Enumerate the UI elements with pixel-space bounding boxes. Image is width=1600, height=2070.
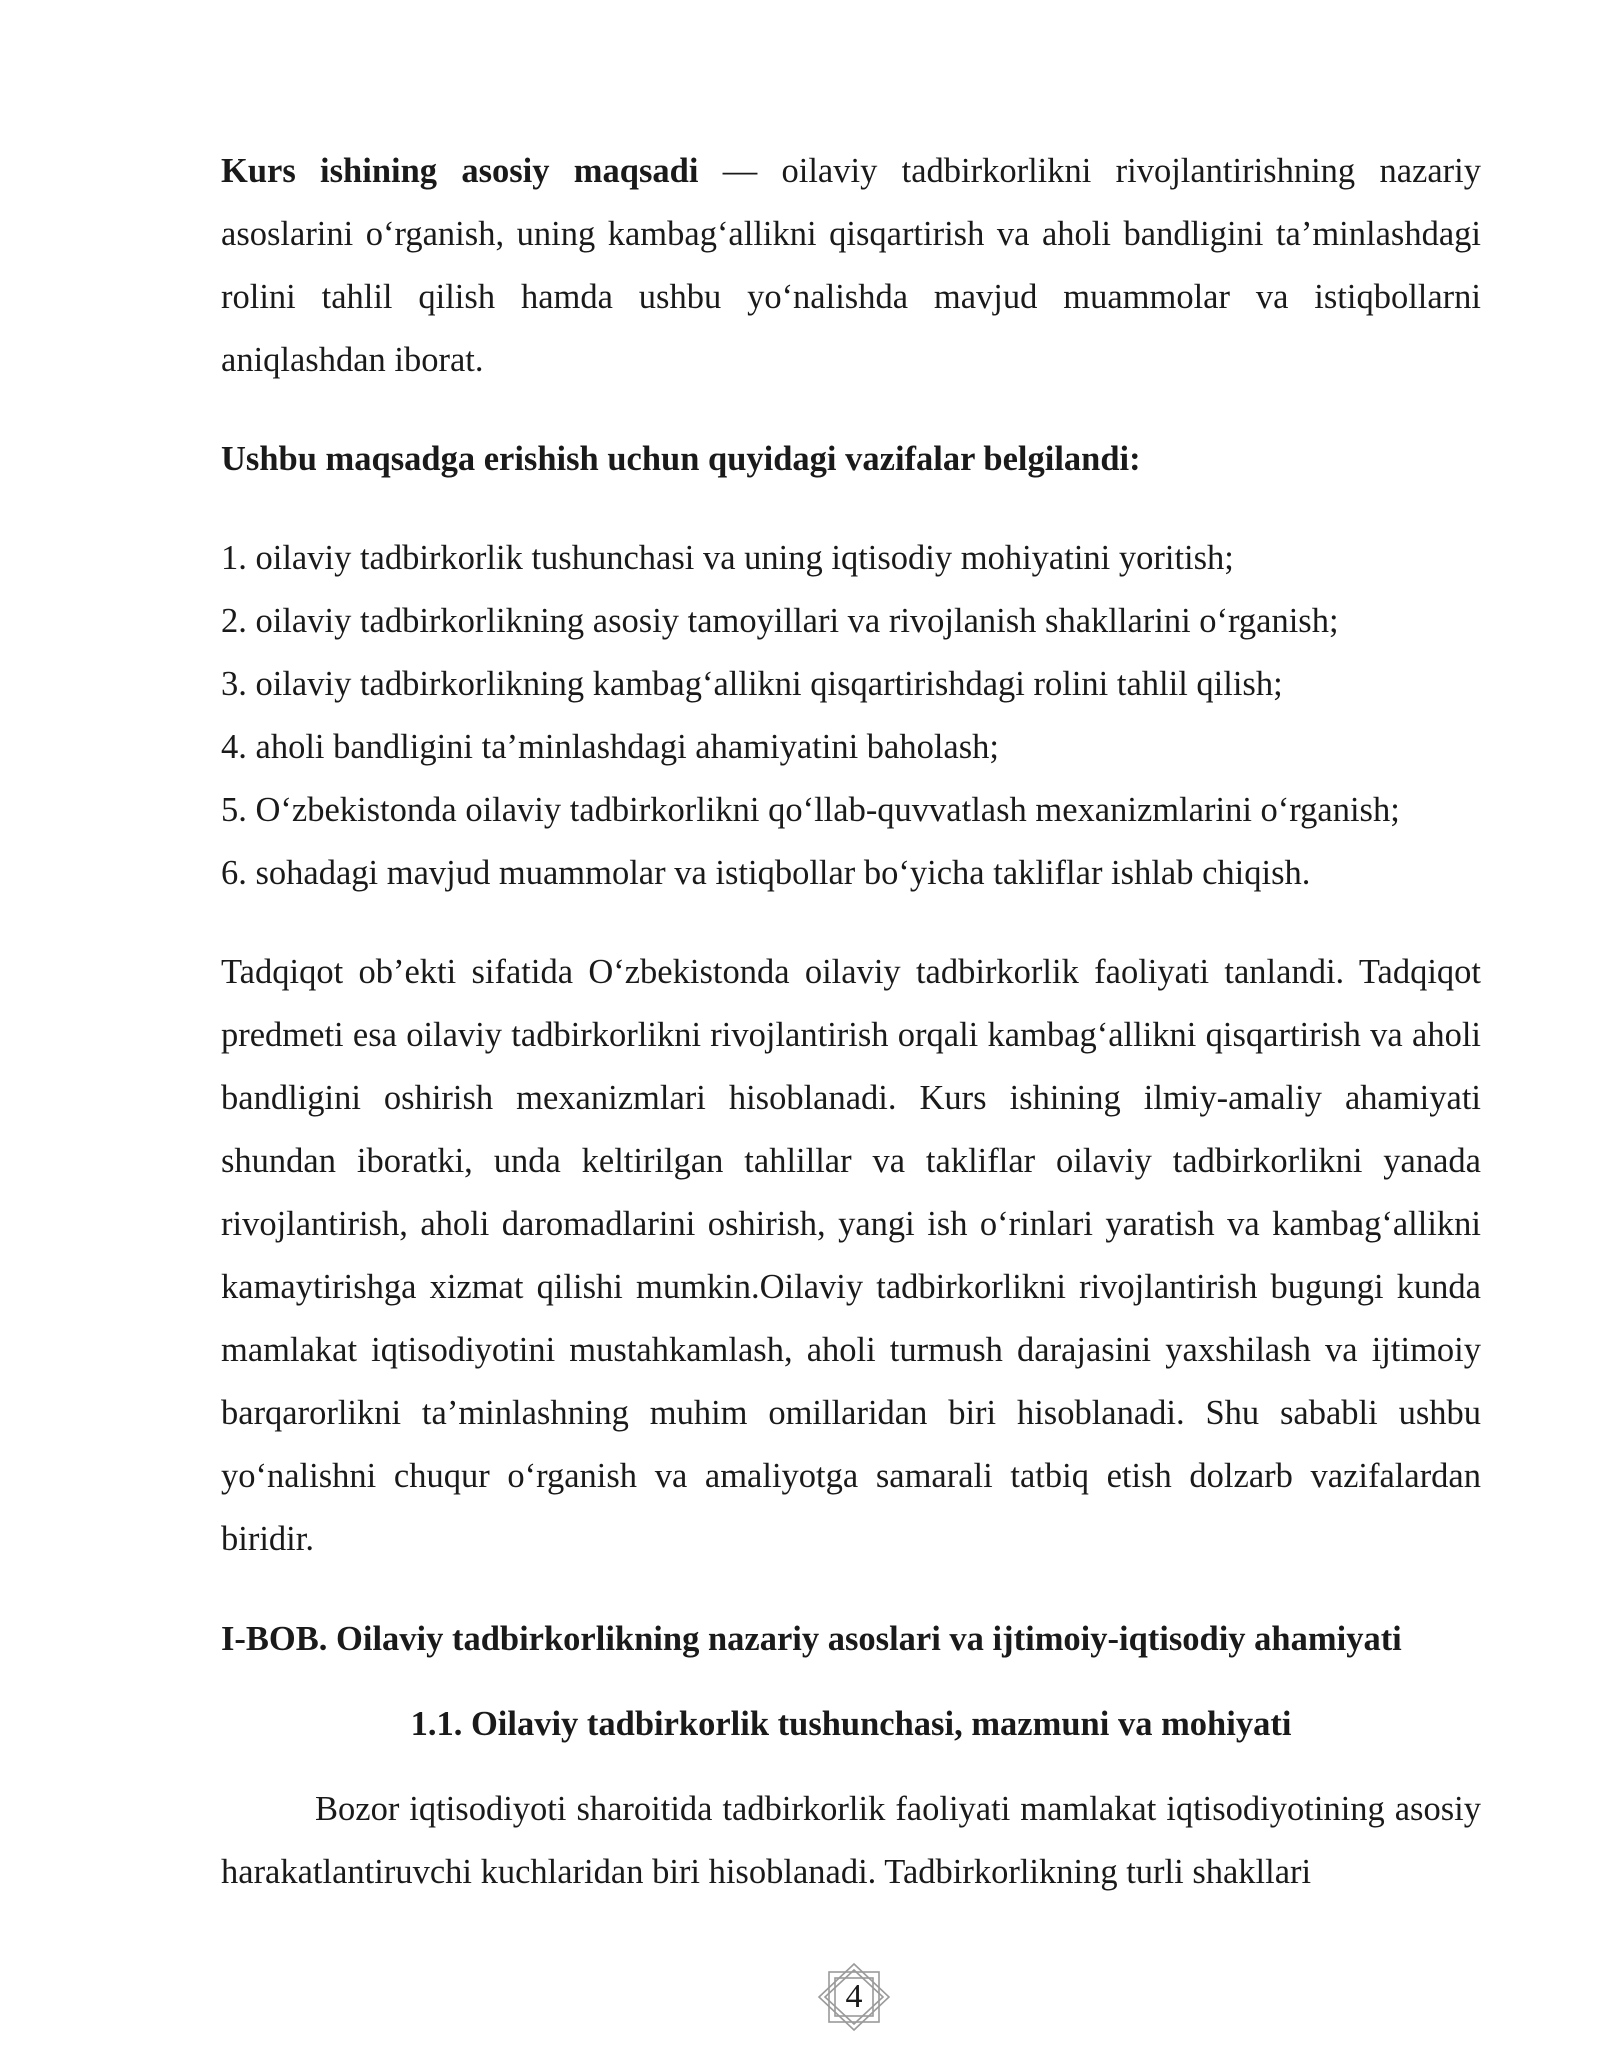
purpose-paragraph <box>221 140 1481 392</box>
tasks-heading: Ushbu maqsadga erishish uchun quyidagi vazifalar belgilandi: <box>221 440 1141 478</box>
list-item: 1. oilaviy tadbirkorlik tushunchasi va uning iqtisodiy mohiyatini yoritish; <box>221 539 1234 577</box>
research-object-paragraph: Tadqiqot ob’ekti sifatida O‘zbekistonda oilaviy tadbirkorlik faoliyati tanlandi. Tadqiqot predmeti esa oilaviy tadbirkorlikni rivojlantirish orqali kambag‘allikni qisqartirish va aholi bandligini oshirish mexanizmlari hisoblanadi. Kurs ishining ilmiy-amaliy ahamiyati shundan iboratki, unda keltirilgan tahlillar va takliflar oilaviy tadbirkorlikni yanada rivojlantirish, aholi daromadlarini oshirish, yangi ish o‘rinlari yaratish va kambag‘allikni kamaytirishga xizmat qilishi mumkin.Oilaviy tadbirkorlikni rivojlantirish bugungi kunda mamlakat iqtisodiyotini mustahkamlash, aholi turmush darajasini yaxshilash va ijtimoiy barqarorlikni ta’minlashning muhim omillaridan biri hisoblanadi. Shu sababli ushbu yo‘nalishni chuqur o‘rganish va amaliyotga samarali tatbiq etish dolzarb vazifalardan biridir. <box>221 953 1481 1558</box>
intro-paragraph: Bozor iqtisodiyoti sharoitida tadbirkorlik faoliyati mamlakat iqtisodiyotining asosiy harakatlantiruvchi kuchlaridan biri hisoblanadi. Tadbirkorlikning turli shakllari <box>221 1790 1481 1891</box>
page-number: 4 <box>845 1978 863 2015</box>
page-number-badge <box>815 1962 893 2032</box>
section-heading: 1.1. Oilaviy tadbirkorlik tushunchasi, mazmuni va mohiyati <box>410 1705 1292 1743</box>
list-item: 2. oilaviy tadbirkorlikning asosiy tamoyillari va rivojlanish shakllarini o‘rganish; <box>221 602 1339 640</box>
document-page <box>221 140 1481 1904</box>
purpose-text: — oilaviy tadbirkorlikni rivojlantirishning nazariy asoslarini o‘rganish, uning kambag‘allikni qisqartirish va aholi bandligini ta’minlashdagi rolini tahlil qilish hamda ushbu yo‘nalishda mavjud muammolar va istiqbollarni aniqlashdan iborat. <box>221 152 1481 379</box>
list-item: 5. O‘zbekistonda oilaviy tadbirkorlikni qo‘llab-quvvatlash mexanizmlarini o‘rganish; <box>221 791 1400 829</box>
list-item: 3. oilaviy tadbirkorlikning kambag‘allikni qisqartirishdagi rolini tahlil qilish; <box>221 665 1283 703</box>
tasks-list <box>221 527 1481 905</box>
chapter-heading: I-BOB. Oilaviy tadbirkorlikning nazariy asoslari va ijtimoiy-iqtisodiy ahamiyati <box>221 1620 1402 1658</box>
list-item: 4. aholi bandligini ta’minlashdagi ahamiyatini baholash; <box>221 728 1000 766</box>
list-item: 6. sohadagi mavjud muammolar va istiqbollar bo‘yicha takliflar ishlab chiqish. <box>221 854 1311 892</box>
purpose-lead: Kurs ishining asosiy maqsadi <box>221 152 699 190</box>
